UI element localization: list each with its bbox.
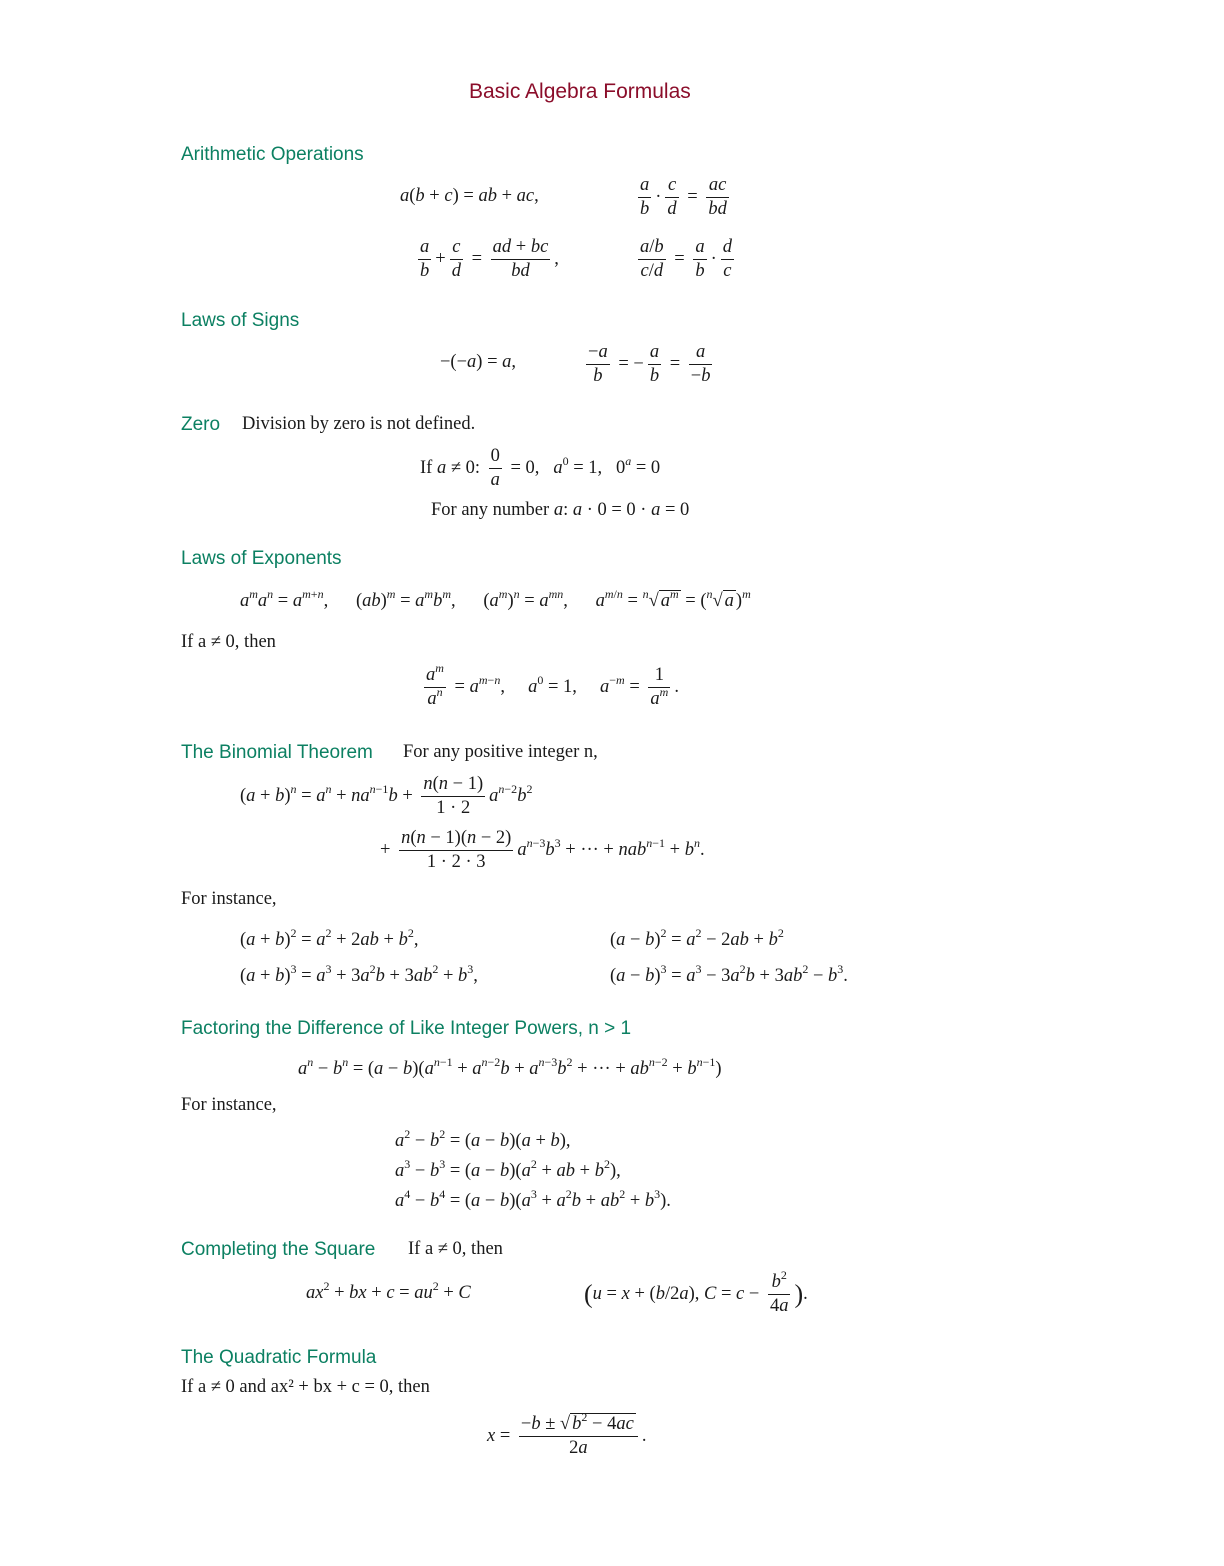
quadratic-condition: If a ≠ 0 and ax² + bx + c = 0, then (181, 1377, 430, 1397)
formula-fraction-sum: $\frac{a}{b}$ + $\frac{c}{d}$ = $\frac{ad + bc}{bd}$ , (420, 237, 559, 281)
heading-arithmetic: Arithmetic Operations (181, 144, 364, 165)
formula-factor-2: $a^2 - b^2 = (a - b)(a + b)$, (395, 1127, 571, 1151)
heading-zero: Zero (181, 414, 221, 435)
formula-factor-4: $a^4 - b^4 = (a - b)(a^3 + a^2b + ab^2 + b^3)$. (395, 1187, 671, 1211)
formula-zero-product: For any number a: a · 0 = 0 · a = 0 (431, 500, 690, 520)
page-title: Basic Algebra Formulas (469, 80, 691, 103)
formula-square-substitution: (u = x + (b/2a), C = c − $\frac{b^2}{4a}$ ). (584, 1268, 808, 1316)
formula-double-negative: −(−a) = a, (440, 352, 517, 372)
square-text: If a ≠ 0, then (408, 1239, 503, 1259)
formula-factor-3: $a^3 - b^3 = (a - b)(a^2$ + ab + $b^2$), (395, 1157, 621, 1181)
formula-negative-fraction: $\frac{-a}{b}$ = − $\frac{a}{b}$ = $\frac{a}{-b}$ (588, 342, 711, 386)
for-instance-2: For instance, (181, 1095, 277, 1115)
binomial-text: For any positive integer n, (403, 742, 598, 762)
heading-laws-of-signs: Laws of Signs (181, 310, 300, 331)
heading-binomial-theorem: The Binomial Theorem (181, 742, 373, 763)
formula-completing-square: $ax^2$ + bx + $c = au^2 + C$ (306, 1279, 471, 1303)
formula-zero-rules: If a ≠ 0: $\frac{0}{a}$ = 0, $a^0 = 1$, $0^a = 0$ (420, 446, 661, 490)
formula-quadratic: x = $\frac{-b \pm √ b^2 - 4ac}{2a}$ . (487, 1410, 647, 1458)
exponent-condition: If a ≠ 0, then (181, 632, 276, 652)
for-instance-1: For instance, (181, 889, 277, 909)
heading-factoring: Factoring the Difference of Like Integer Powers, n > 1 (181, 1018, 632, 1039)
formula-distributive: a(b + c) = ab + ac, (400, 186, 539, 206)
formula-square-diff: $(a - b)^2 = a^2 - 2ab + b^2$ (610, 926, 784, 950)
heading-completing-square: Completing the Square (181, 1239, 376, 1260)
formula-binomial-line1: $(a + b)^n = a^n + na^{n-1}b$ + $\frac{n(n - 1)}{1 \cdot 2}$ $a^{n-2}b^2$ (240, 774, 533, 818)
formula-cube-diff: $(a - b)^3 = a^3 - 3a^2b + 3ab^2 - b^3$. (610, 962, 848, 986)
formula-fraction-product: $\frac{a}{b}$ · $\frac{c}{d}$ = $\frac{ac}{bd}$ (640, 175, 727, 219)
heading-quadratic-formula: The Quadratic Formula (181, 1347, 377, 1368)
formula-exponent-quotient: $\frac{a^m}{a^n}$ = $a^{m-n}$, $a^0 = 1$, $a^{-m}$ = $\frac{1}{a^m}$ . (426, 661, 679, 709)
formula-factoring: $a^n - b^n = (a - b)(a^{n-1} + a^{n-2}b + a^{n-3}b^2$ + ··· + $ab^{n-2} + b^{n-1}$) (298, 1055, 722, 1079)
formula-cube-sum: $(a + b)^3 = a^3 + 3a^2b + 3ab^2 + b^3$, (240, 962, 478, 986)
heading-laws-of-exponents: Laws of Exponents (181, 548, 342, 569)
zero-line2-prefix: For any number (431, 500, 550, 520)
formula-fraction-division: $\frac{a/b}{c/d}$ = $\frac{a}{b}$ · $\frac{d}{c}$ (640, 237, 732, 281)
formula-binomial-line2: + $\frac{n(n - 1)(n - 2)}{1 \cdot 2 \cdot 3}$ $a^{n-3}b^3$ + ··· + $nab^{n-1} + b^n$. (380, 828, 705, 872)
formula-exponent-laws: $a^ma^n = a^{m+n}$, $(ab)^m = a^mb^m$, $(a^m)^n = a^{mn}$, $a^{m/n} = ^n√$ $a^m = (^n√$ a )$^m$ (240, 587, 751, 611)
formula-square-sum: $(a + b)^2 = a^2 + 2ab + b^2$, (240, 926, 419, 950)
zero-text: Division by zero is not defined. (242, 414, 476, 434)
